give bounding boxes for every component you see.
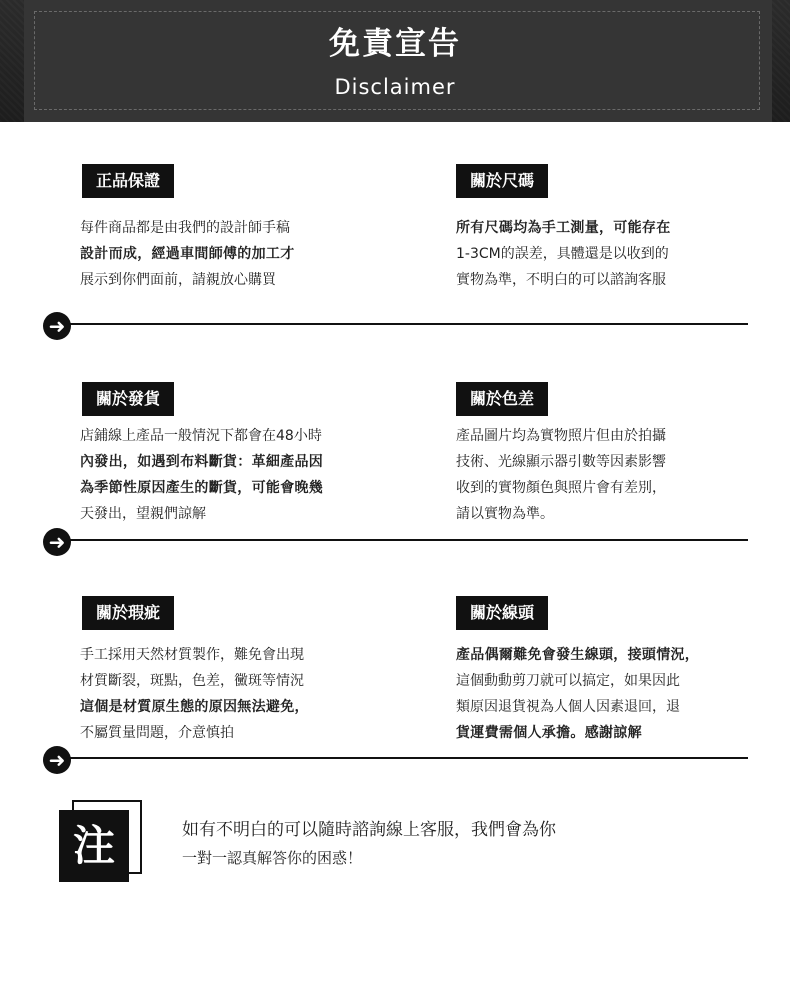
body-line: 不屬質量問題，介意慎拍 [80, 725, 234, 741]
body-line-bold: 內發出，如遇到布料斷貨：革細產品因 [80, 454, 324, 470]
body-line-bold: 設計而成，經過車間師傅的加工才 [80, 246, 295, 262]
body-line-bold: 這個是材質原生態的原因無法避免， [80, 699, 309, 715]
page-title: 免責宣告 [329, 26, 461, 62]
arrow-right-circle-icon: ➜ [43, 528, 71, 556]
section-label-size: 關於尺碼 [456, 164, 548, 198]
section-label-defects: 關於瑕疵 [82, 596, 174, 630]
body-line-bold: 為季節性原因產生的斷貨，可能會晚幾 [80, 480, 324, 496]
body-line-bold: 貨運費需個人承擔。感謝諒解 [456, 725, 642, 741]
section-label-authentic: 正品保證 [82, 164, 174, 198]
body-line: 技術、光線顯示器引數等因素影響 [456, 454, 666, 470]
header-banner [0, 0, 790, 122]
section-label-color: 關於色差 [456, 382, 548, 416]
body-line: 實物為準，不明白的可以諮詢客服 [456, 272, 666, 288]
note-line: 如有不明白的可以隨時諮詢線上客服，我們會為你 [182, 820, 556, 840]
body-line: 手工採用天然材質製作，難免會出現 [80, 647, 304, 663]
section-body-defects [80, 642, 309, 746]
body-line: 這個動動剪刀就可以搞定，如果因此 [456, 673, 680, 689]
page-subtitle: Disclaimer [334, 75, 456, 99]
body-line: 收到的實物顏色與照片會有差別， [456, 480, 666, 496]
body-line: 類原因退貨視為人個人因素退回，退 [456, 699, 680, 715]
body-line: 1-3CM的誤差，具體還是以收到的 [456, 246, 669, 262]
section-body-threads [456, 642, 699, 746]
section-divider [70, 323, 748, 325]
section-label-threads: 關於線頭 [456, 596, 548, 630]
body-line: 請以實物為準。 [456, 506, 554, 522]
body-line-bold: 所有尺碼均為手工測量，可能存在 [456, 220, 671, 236]
note-line: 一對一認真解答你的困惑！ [182, 849, 363, 867]
note-text [182, 816, 556, 872]
body-line: 每件商品都是由我們的設計師手稿 [80, 220, 290, 236]
section-body-color [456, 423, 666, 527]
section-label-shipping: 關於發貨 [82, 382, 174, 416]
arrow-right-circle-icon: ➜ [43, 312, 71, 340]
section-divider [70, 757, 748, 759]
body-line: 天發出，望親們諒解 [80, 506, 206, 522]
body-line: 材質斷裂，斑點，色差，黴斑等情況 [80, 673, 304, 689]
body-line: 店鋪線上產品一般情況下都會在48小時 [80, 428, 322, 444]
body-line-bold: 產品偶爾難免會發生線頭，接頭情況， [456, 647, 700, 663]
section-body-shipping [80, 423, 323, 527]
body-line: 展示到你們面前，請親放心購買 [80, 272, 276, 288]
body-line: 產品圖片均為實物照片但由於拍攝 [456, 428, 666, 444]
note-badge: 注 [59, 810, 129, 882]
arrow-right-circle-icon: ➜ [43, 746, 71, 774]
section-body-authentic [80, 215, 295, 293]
section-divider [70, 539, 748, 541]
section-body-size [456, 215, 671, 293]
